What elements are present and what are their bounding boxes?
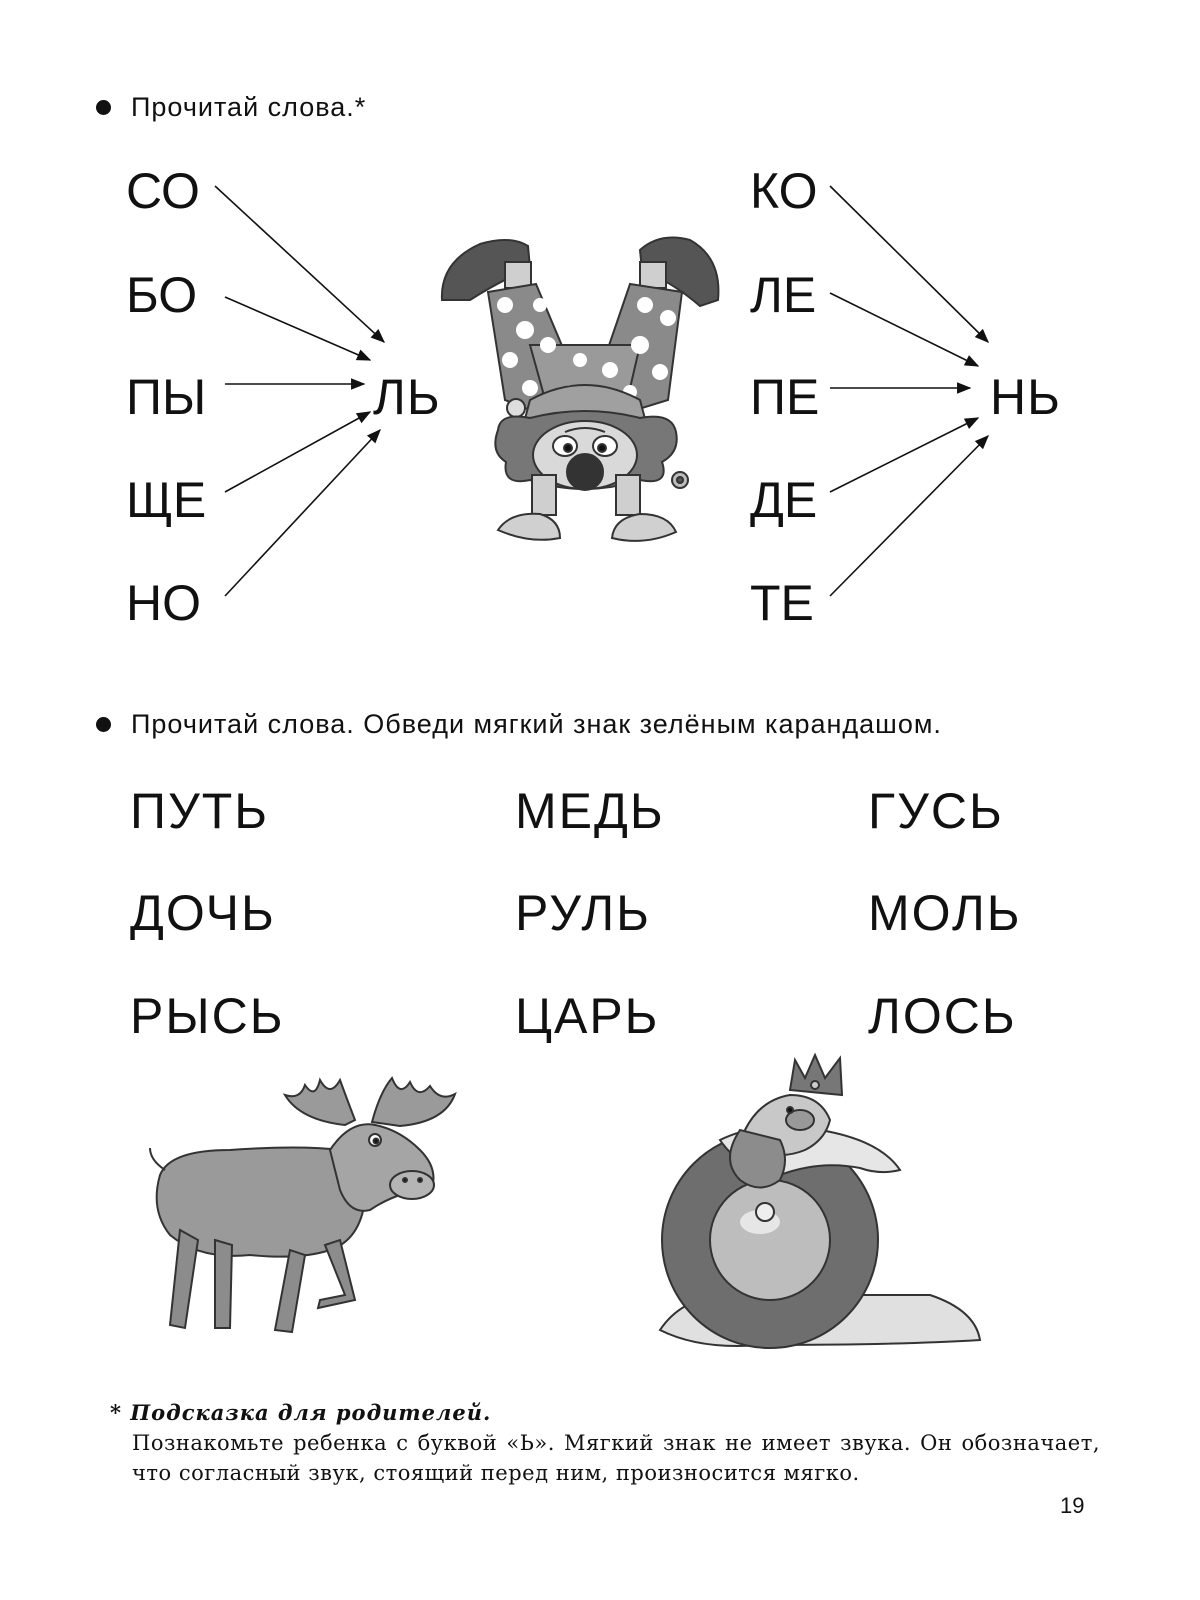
word: ДОЧЬ <box>130 885 276 941</box>
moose-illustration <box>150 1078 455 1332</box>
left-target-syllable: ЛЬ <box>373 369 441 425</box>
word: РЫСЬ <box>130 988 285 1044</box>
king-illustration <box>660 1055 980 1348</box>
word: МОЛЬ <box>868 885 1022 941</box>
word: ЛОСЬ <box>868 988 1017 1044</box>
hint-title: * Подсказка для родителей. <box>110 1400 492 1425</box>
left-syllable: СО <box>126 163 200 219</box>
right-target-syllable: НЬ <box>990 369 1061 425</box>
parent-hint <box>110 1398 1100 1488</box>
right-syllable: ЛЕ <box>750 267 817 323</box>
left-syllable: НО <box>126 575 201 631</box>
right-syllable: КО <box>750 163 818 219</box>
hint-body: Познакомьте ребенка с буквой «Ь». Мягкий знак не имеет звука. Он обозначает, что согласный звук, стоящий перед ним, произносится мягко. <box>132 1431 1100 1485</box>
word: МЕДЬ <box>515 783 665 839</box>
page-number: 19 <box>1060 1493 1085 1518</box>
left-syllable: ПЫ <box>126 369 207 425</box>
task2-instruction-text: Прочитай слова. Обведи мягкий знак зелёным карандашом. <box>131 709 942 739</box>
right-syllable: ТЕ <box>750 575 814 631</box>
task1-instruction-text: Прочитай слова.* <box>131 92 367 122</box>
word: ГУСЬ <box>868 783 1004 839</box>
left-syllable: ЩЕ <box>126 472 207 528</box>
left-syllable: БО <box>126 267 198 323</box>
right-syllable: ПЕ <box>750 369 820 425</box>
word: ПУТЬ <box>130 783 270 839</box>
word: РУЛЬ <box>515 885 651 941</box>
right-syllable: ДЕ <box>750 472 818 528</box>
word: ЦАРЬ <box>515 988 660 1044</box>
